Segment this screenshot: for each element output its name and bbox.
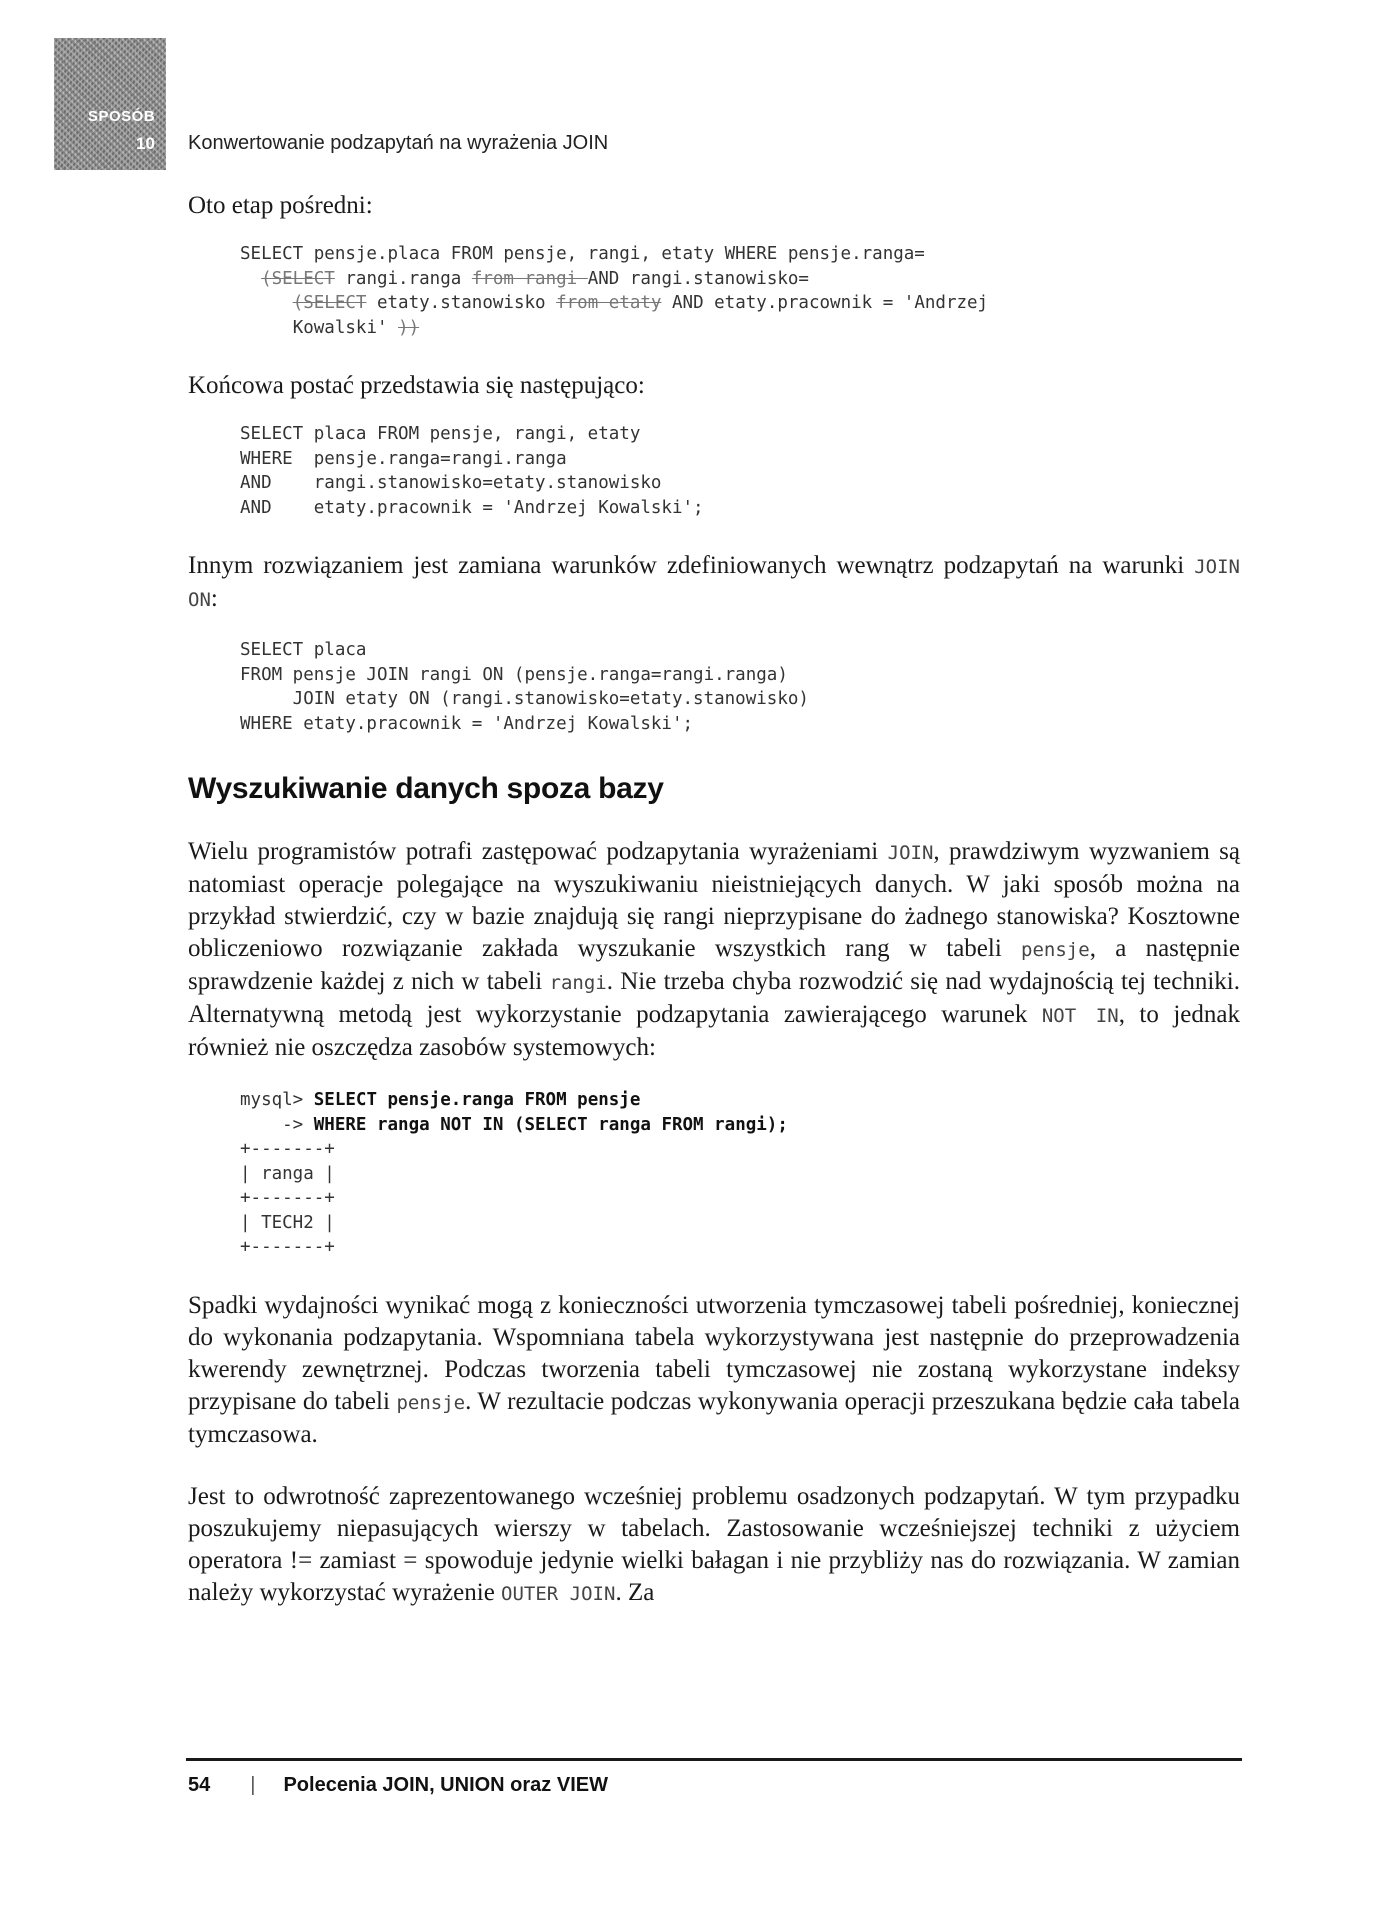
code-line: SELECT pensje.placa FROM pensje, rangi, etaty WHERE pensje.ranga= bbox=[240, 244, 925, 264]
struck-code: )) bbox=[398, 317, 420, 338]
final-form-paragraph: Końcowa postać przedstawia się następująco: bbox=[188, 372, 645, 399]
text-run: , to jednak również nie oszczędza zasobów systemowych: bbox=[188, 1001, 1240, 1061]
mysql-session bbox=[188, 1088, 1240, 1260]
code-fragment: AND rangi.stanowisko= bbox=[587, 268, 809, 289]
code-block-final bbox=[188, 422, 1240, 520]
code-block-join bbox=[188, 638, 1240, 736]
code-line: WHERE pensje.ranga=rangi.ranga bbox=[240, 448, 567, 469]
page-content bbox=[188, 190, 1240, 1610]
struck-code: from rangi bbox=[471, 268, 588, 289]
code-fragment: Kowalski' bbox=[292, 317, 399, 338]
text-run: Innym rozwiązaniem jest zamiana warunków zdefiniowanych wewnątrz podzapytań na warunki bbox=[188, 552, 1195, 579]
running-title: Konwertowanie podzapytań na wyrażenia JOIN bbox=[188, 132, 609, 154]
inline-code: JOIN bbox=[887, 842, 934, 864]
text-run: . Nie trzeba chyba rozwodzić się nad wydajnością tej techniki. Alternatywną metodą jest wykorzystanie podzapytania zawierającego warunek bbox=[188, 968, 1240, 1028]
text-run: Wielu programistów potrafi zastępować podzapytania wyrażeniami bbox=[188, 838, 888, 865]
continuation-prompt: -> bbox=[240, 1114, 314, 1135]
text-run: : bbox=[210, 585, 218, 612]
result-border: +-------+ bbox=[240, 1237, 335, 1257]
badge-word: SPOSÓB bbox=[88, 108, 156, 125]
sql-command: WHERE ranga NOT IN (SELECT ranga FROM rangi); bbox=[313, 1114, 788, 1135]
result-row: | TECH2 | bbox=[240, 1212, 335, 1233]
badge-number: 10 bbox=[136, 134, 155, 153]
struck-code: (SELECT bbox=[261, 268, 335, 289]
section-heading: Wyszukiwanie danych spoza bazy bbox=[188, 772, 664, 805]
outer-join-paragraph bbox=[188, 1481, 1240, 1610]
outside-data-paragraph bbox=[188, 836, 1240, 1064]
inline-code: rangi bbox=[549, 972, 607, 994]
code-line: JOIN etaty ON (rangi.stanowisko=etaty.stanowisko) bbox=[240, 689, 809, 709]
code-line: AND rangi.stanowisko=etaty.stanowisko bbox=[240, 473, 662, 493]
struck-code: (SELECT bbox=[292, 293, 367, 313]
result-border: +-------+ bbox=[240, 1188, 335, 1208]
text-run: . Za bbox=[615, 1578, 655, 1606]
struck-code: from etaty bbox=[556, 293, 662, 313]
result-border: +-------+ bbox=[240, 1139, 335, 1159]
page-footer bbox=[188, 1774, 608, 1797]
page-header bbox=[54, 38, 1254, 170]
inline-code: OUTER JOIN bbox=[501, 1582, 616, 1605]
footer-separator: | bbox=[250, 1774, 256, 1796]
result-column-header: | ranga | bbox=[240, 1163, 335, 1184]
join-on-paragraph bbox=[188, 550, 1240, 616]
chapter-title: Polecenia JOIN, UNION oraz VIEW bbox=[283, 1774, 608, 1796]
code-fragment: rangi.ranga bbox=[334, 268, 472, 289]
text-run: . W rezultacie podczas wykonywania operacji przeszukana będzie cała tabela tymczasowa. bbox=[188, 1387, 1240, 1448]
code-block-intermediate bbox=[188, 242, 1240, 340]
sql-command: SELECT pensje.ranga FROM pensje bbox=[313, 1090, 641, 1110]
inline-code: JOIN ON bbox=[188, 556, 1240, 611]
mysql-prompt: mysql> bbox=[240, 1090, 314, 1110]
intro-paragraph: Oto etap pośredni: bbox=[188, 192, 373, 219]
code-line: AND etaty.pracownik = 'Andrzej Kowalski'; bbox=[240, 497, 704, 518]
performance-paragraph bbox=[188, 1290, 1240, 1451]
page-number: 54 bbox=[188, 1774, 211, 1796]
code-line: SELECT placa FROM pensje, rangi, etaty bbox=[240, 424, 641, 444]
code-line: WHERE etaty.pracownik = 'Andrzej Kowalski'; bbox=[240, 713, 694, 734]
code-fragment: etaty.stanowisko bbox=[366, 293, 557, 313]
footer-rule bbox=[186, 1758, 1242, 1761]
code-line: FROM pensje JOIN rangi ON (pensje.ranga=rangi.ranga) bbox=[240, 664, 788, 685]
text-run: Spadki wydajności wynikać mogą z konieczności utworzenia tymczasowej tabeli pośredniej, koniecznej do wykonania podzapytania. Wspomniana tabela wykorzystywana jest następnie do przeprowadzenia kwerendy zewnętrznej. Podczas tworzenia tabeli tymczasowej nie zostaną wykorzystane indeksy przypisane do tabeli bbox=[188, 1291, 1240, 1415]
inline-code: pensje bbox=[396, 1391, 466, 1414]
text-run: , prawdziwym wyzwaniem są natomiast operacje polegające na wyszukiwaniu nieistniejących danych. W jaki sposób można na przykład stwierdzić, czy w bazie znajdują się rangi nieprzypisane do żadnego stanowiska? Kosztowne obliczeniowo rozwiązanie zakłada wyszukanie wszystkich rang w tabeli bbox=[188, 838, 1240, 962]
sposob-badge bbox=[54, 38, 166, 170]
text-run: Jest to odwrotność zaprezentowanego wcześniej problemu osadzonych podzapytań. W tym przypadku poszukujemy niepasujących wierszy w tabelach. Zastosowanie wcześniejszej techniki z użyciem operatora != zamiast = spowoduje jedynie wielki bałagan i nie przybliży nas do rozwiązania. W zamian należy wykorzystać wyrażenie bbox=[188, 1482, 1240, 1606]
inline-code: pensje bbox=[1021, 939, 1090, 961]
inline-code: NOT IN bbox=[1041, 1005, 1119, 1027]
code-fragment: AND etaty.pracownik = 'Andrzej bbox=[661, 293, 989, 313]
code-line: SELECT placa bbox=[240, 640, 367, 660]
text-run: , a następnie sprawdzenie każdej z nich w tabeli bbox=[188, 935, 1240, 995]
